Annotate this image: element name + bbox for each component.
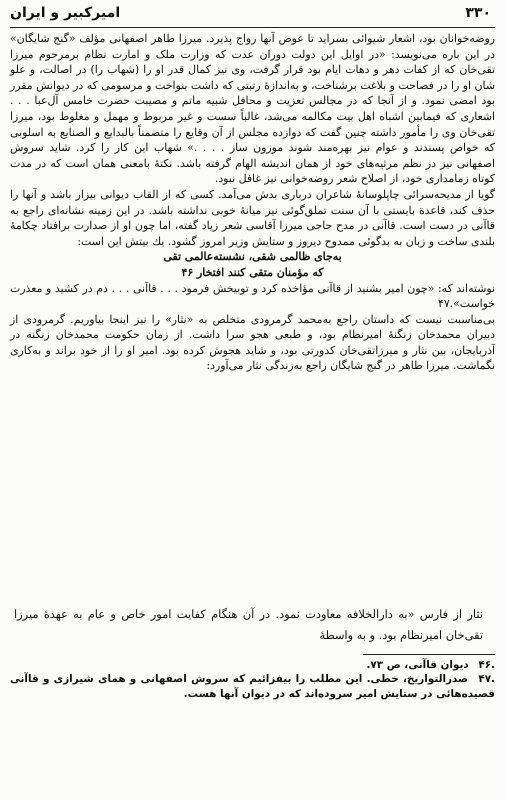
- running-title: امیرکبیر و ایران: [10, 5, 121, 21]
- paragraph-3: نوشته‌اند که: «چون امیر بشنید از قاآنی مؤاخذه کرد و توبیخش فرمود . . . قاآنی . . . دم در کشید و معذرت خواست».۴۷: [10, 281, 495, 311]
- verse-line-1: به‌جای ظالمی شقی، نشسته‌عالمی تقی: [163, 250, 342, 264]
- quote-block: [14, 604, 483, 646]
- footnote-text: صدرالتواریخ، خطی. این مطلب را بیفزائیم که سروش اصفهانی و همای شیرازی و قاآنی قصیده‌هائی در ستایش امیر سروده‌اند که در دیوان آنها هست.: [10, 673, 495, 700]
- footnotes: [10, 658, 495, 701]
- verse-line-2: که مؤمنان متقی کنند افتخار ۴۶: [181, 265, 324, 279]
- paragraph-4: بی‌مناسبت نیست که داستان راجع به‌محمد گرمرودی متخلص به «نثار» را نیز اینجا بیاوریم. گرمرودی از دبیران محمدخان زنگنهٔ امیرنظام بود، و طبعی هجو سرا داشت. از زمان حکومت محمدخان زنگنه در آذربایجان، بین نثار و میرزاتقی‌خان کدورتی بود، و شاید هجوش کرده بود. امیر او را از خود براند و به‌کاری نگماشت. میرزا طاهر در گنج شایگان راجع به‌زندگی نثار می‌آورد:: [10, 312, 495, 373]
- footnote: [10, 672, 495, 701]
- paragraph-1: روضه‌خوانان بود، اشعار شیوائی بسراید تا عوض آنها رواج پذیرد. میرزا طاهر اصفهانی مؤلف «گنج شایگان» در این باره می‌نویسد: «در اوایل این دولت دوران عدت که وزارت ملک و امارت نظام برمرحوم میرزا تقی‌خان که از کفات دهر و دهات ایام بود قرار گرفت، وی نیز کمال قدر او را (شهاب را) در اصالت، و علو شان او را در فصاحت و بلاغت برشناخت، و به‌اندازهٔ رتبتی که داشت بنواخت و مرسومی که در دیوانش مقرر بود امضی نمود. و از آنجا که در مجالس تعزیت و محافل شبیه ماتم و مصیبت حضرت خامس آل‌عبا . . . اشعاری که فیمابین اشباه اهل بیت مکالمه می‌شد، غالباً سست و غیر مربوط و مهمل و مغلوط بود، میرزا تقی‌خان وی را مأمور داشته چنین گفت که دوازده مجلس از آن وقایع را متضمناً بالبدایع و الصنایع به اسلوبی که خواص پسندند و عوام نیز بهره‌مند شوند موزون ساز . . . .» شهاب این کار را کرد. شاید سروش اصفهانی نیز در نظم مرثیه‌های خود از همان اندیشه الهام گرفته باشد. نکتهٔ بامعنی همان است که در مدت کوتاه زمامداری خود، از اصلاح شعر روضه‌خوانی نیز غافل نبود.: [10, 32, 495, 186]
- header-rule: [10, 27, 495, 28]
- footnote-text: دیوان قاآنی، ص ۷۳.: [366, 659, 469, 671]
- page-header: [10, 5, 491, 27]
- footnote: [10, 658, 495, 672]
- paragraph-2: گویا از مدیحه‌سرائی چاپلوسانهٔ شاعران درباری بدش می‌آمد. کسی که از القاب دیوانی بیزار باشد و آنها را حذف کند، قاعدة بایستی با آن سنت تملق‌گوئی نیز میانهٔ خوبی نداشته باشد. در این زمینه نشانه‌ای راجع به قاآنی در دست است. قاآنی در مدح حاجی میرزا آقاسی شعر زیاد گفته، اما چون او از صدارت برافتاد چکامهٔ بلندی ساخت و زبان به بدگوئی ممدوح دیروز و ستایش وزیر امروز گشود. یك بیتش این است:: [10, 187, 495, 248]
- page-number: ۳۳۰: [465, 5, 491, 21]
- footnote-rule: [363, 654, 495, 655]
- footnote-number: .۴۷: [478, 673, 495, 686]
- footnote-number: .۴۶: [478, 659, 495, 671]
- body-text: [10, 31, 495, 374]
- quote-text: نثار از فارس «به دارالخلافه معاودت نمود. در آن هنگام کفایت امور خاص و عام به عهدهٔ میرزا تقی‌خان امیرنظام بود. و به واسطهٔ: [14, 607, 483, 642]
